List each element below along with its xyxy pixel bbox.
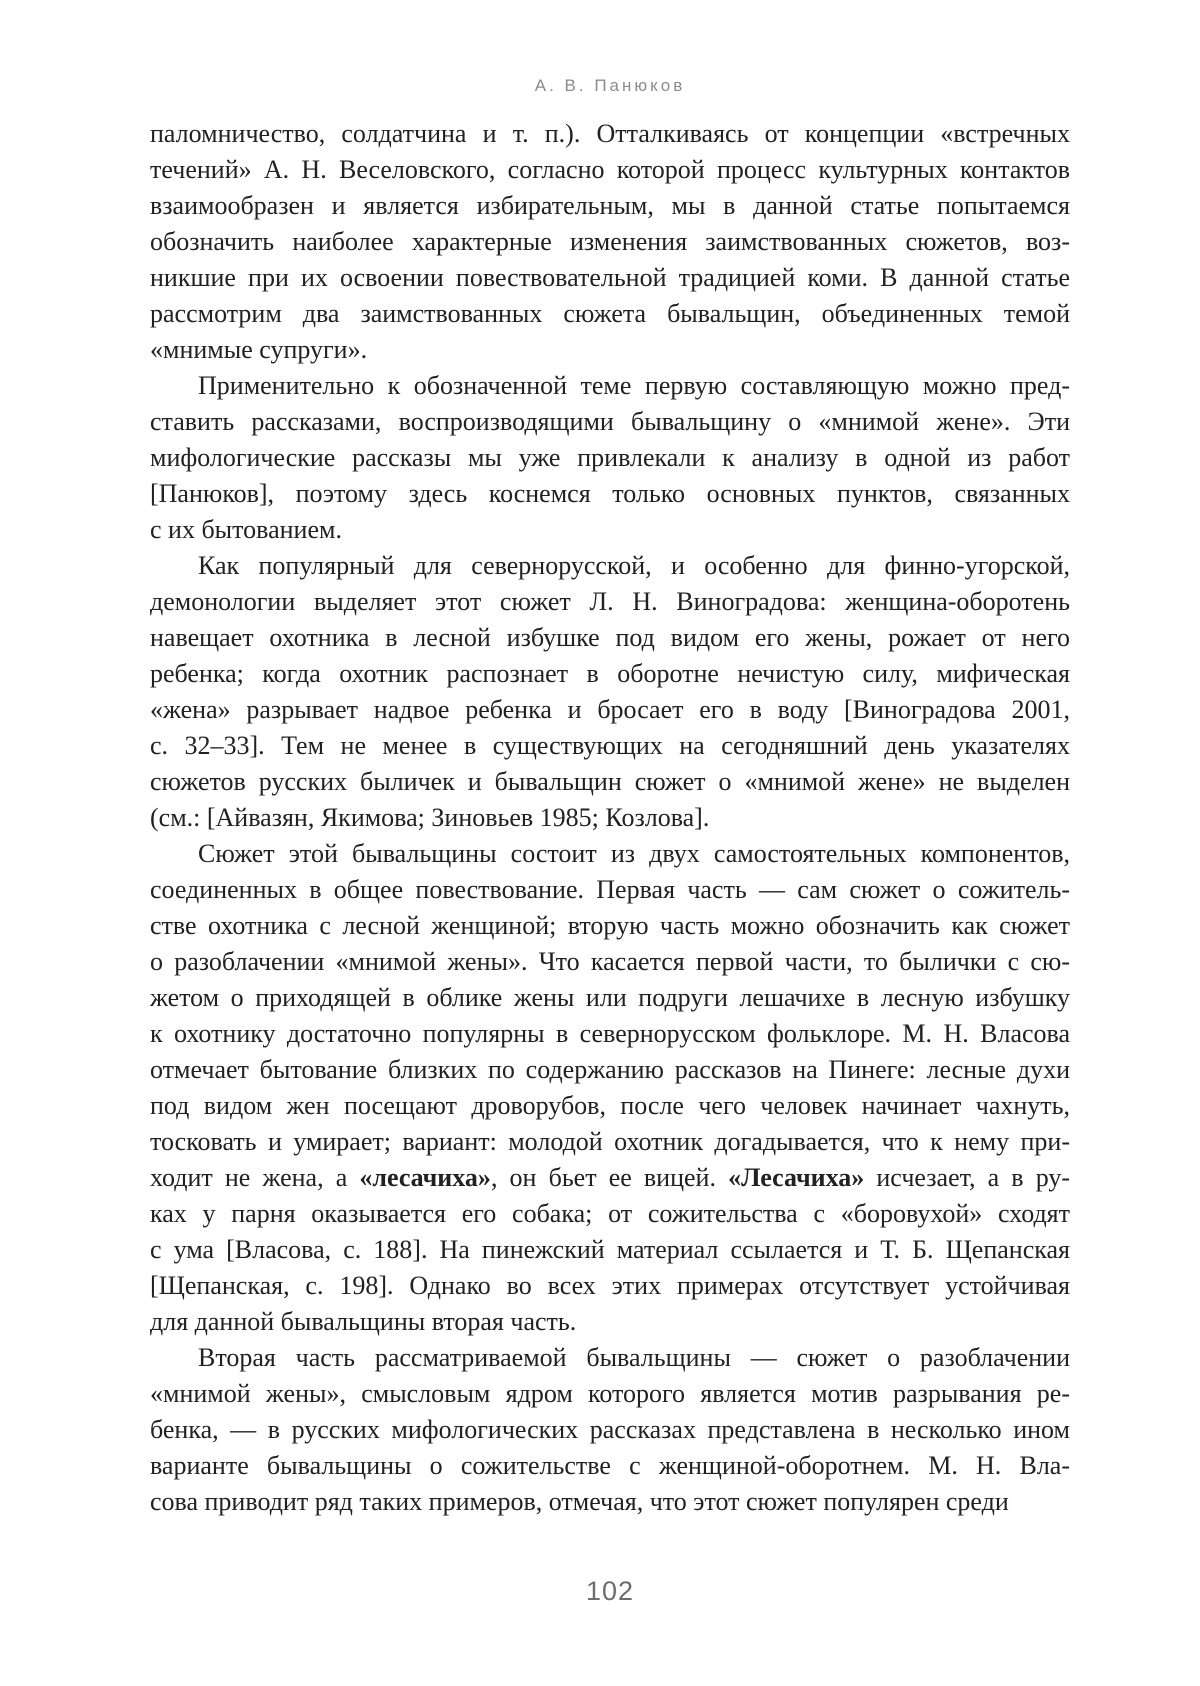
page-number: 102: [585, 1576, 635, 1606]
text-line: Вторая часть рассматриваемой бывальщины — сюжет о разоблачении: [198, 1343, 1070, 1372]
text-line: с ума [Власова, с. 188]. На пинежский материал ссылается и Т. Б. Щепанская: [150, 1235, 1070, 1264]
text-line: [Панюков], поэтому здесь коснемся только основных пунктов, связанных: [150, 479, 1070, 508]
text-line: сюжетов русских быличек и бывальщин сюжет о «мнимой жене» не выделен: [150, 767, 1070, 796]
text-line: ставить рассказами, воспроизводящими бывальщину о «мнимой жене». Эти: [150, 407, 1070, 436]
text-line: Применительно к обозначенной теме первую составляющую можно пред-: [198, 371, 1070, 400]
text-line: соединенных в общее повествование. Первая часть — сам сюжет о сожитель-: [150, 875, 1070, 904]
text-line: о разоблачении «мнимой жены». Что касается первой части, то былички с сю-: [150, 947, 1070, 976]
text-line: рассмотрим два заимствованных сюжета бывальщин, объединенных темой: [150, 299, 1070, 328]
text-line: ходит не жена, а «лесачиха», он бьет ее вицей. «Лесачиха» исчезает, а в ру-: [150, 1163, 1071, 1192]
text-line: демонологии выделяет этот сюжет Л. Н. Виноградова: женщина-оборотень: [150, 587, 1070, 616]
text-line: «мнимые супруги».: [150, 335, 368, 364]
body-text-block: [150, 116, 1070, 1520]
text-line: жетом о приходящей в облике жены или подруги лешачихе в лесную избушку: [150, 983, 1070, 1012]
text-line: для данной бывальщины вторая часть.: [150, 1307, 577, 1336]
text-line: обозначить наиболее характерные изменения заимствованных сюжетов, воз-: [150, 227, 1070, 256]
paragraph: [150, 368, 1070, 548]
paragraph: [150, 548, 1070, 836]
text-line: ках у парня оказывается его собака; от сожительства с «боровухой» сходят: [150, 1199, 1070, 1228]
text-line: бенка, — в русских мифологических рассказах представлена в несколько ином: [150, 1415, 1070, 1444]
text-line: [Щепанская, с. 198]. Однако во всех этих примерах отсутствует устойчивая: [150, 1271, 1070, 1300]
text-line: с их бытованием.: [150, 515, 342, 544]
text-line: мифологические рассказы мы уже привлекали к анализу в одной из работ: [150, 443, 1070, 472]
text-line: «мнимой жены», смысловым ядром которого является мотив разрывания ре-: [150, 1379, 1070, 1408]
paragraph: [150, 116, 1070, 368]
text-line: с. 32–33]. Тем не менее в существующих на сегодняшний день указателях: [150, 731, 1070, 760]
text-line: ребенка; когда охотник распознает в оборотне нечистую силу, мифическая: [150, 659, 1070, 688]
text-line: отмечает бытование близких по содержанию рассказов на Пинеге: лесные духи: [150, 1055, 1070, 1084]
text-line: навещает охотника в лесной избушке под видом его жены, рожает от него: [150, 623, 1070, 652]
running-head-author: А. В. Панюков: [534, 76, 686, 95]
text-line: течений» А. Н. Веселовского, согласно которой процесс культурных контактов: [150, 155, 1070, 184]
text-line: сова приводит ряд таких примеров, отмечая, что этот сюжет популярен среди: [150, 1487, 1009, 1516]
text-line: «жена» разрывает надвое ребенка и бросает его в воду [Виноградова 2001,: [150, 695, 1070, 724]
text-line: под видом жен посещают дроворубов, после чего человек начинает чахнуть,: [150, 1091, 1070, 1120]
text-line: к охотнику достаточно популярны в севернорусском фольклоре. М. Н. Власова: [150, 1019, 1070, 1048]
paragraph: [150, 836, 1070, 1340]
text-line: тосковать и умирает; вариант: молодой охотник догадывается, что к нему при-: [150, 1127, 1070, 1156]
paragraph: [150, 1340, 1070, 1520]
text-line: Как популярный для севернорусской, и особенно для финно-угорской,: [198, 551, 1070, 580]
text-line: Сюжет этой бывальщины состоит из двух самостоятельных компонентов,: [198, 839, 1070, 868]
text-line: варианте бывальщины о сожительстве с женщиной-оборотнем. М. Н. Вла-: [150, 1451, 1070, 1480]
text-line: никшие при их освоении повествовательной традицией коми. В данной статье: [150, 263, 1070, 292]
text-line: паломничество, солдатчина и т. п.). Отталкиваясь от концепции «встречных: [150, 119, 1070, 148]
text-line: (см.: [Айвазян, Якимова; Зиновьев 1985; Козлова].: [150, 803, 710, 832]
text-line: стве охотника с лесной женщиной; вторую часть можно обозначить как сюжет: [150, 911, 1070, 940]
text-line: взаимообразен и является избирательным, мы в данной статье попытаемся: [150, 191, 1070, 220]
